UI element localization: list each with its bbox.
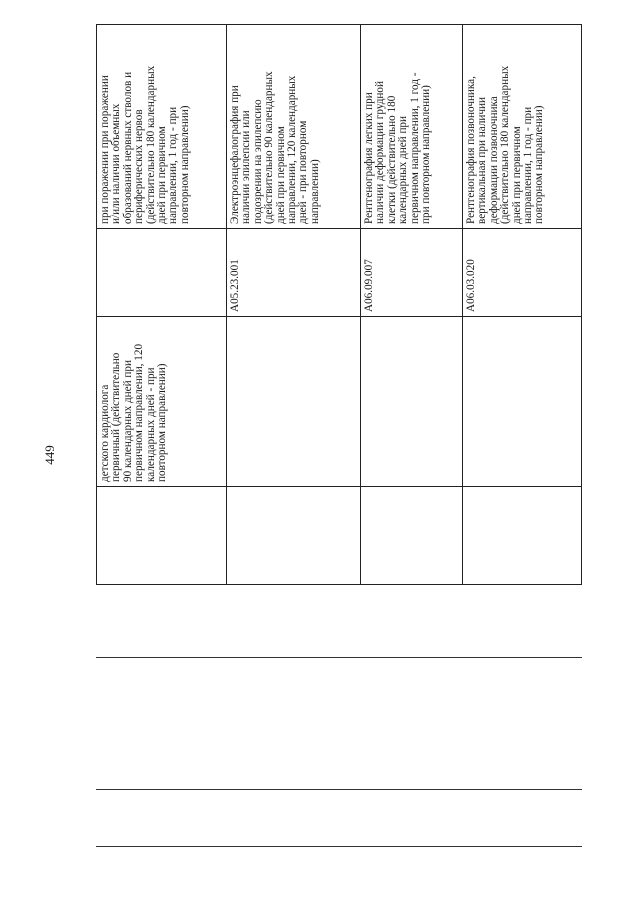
text-line: при поражении при поражении <box>99 75 111 224</box>
text-line: подозрении на эпилепсию <box>251 99 264 224</box>
cell-row2-col4 <box>227 25 360 228</box>
text-line: (действительно 90 календарных <box>263 71 276 224</box>
text-line: образований нервных стволов и <box>121 71 134 224</box>
text-line: первичном направлении, 120 <box>133 343 146 482</box>
horizontal-rule <box>96 846 582 847</box>
page-number <box>38 440 62 470</box>
cell-row4-col4 <box>463 25 581 228</box>
table-bottom-border <box>96 584 582 585</box>
text-line: дней при первичном <box>510 126 523 224</box>
text-line: направлении, 120 календарных <box>286 75 299 224</box>
text-line: дней - при повторном <box>297 120 310 224</box>
text-line: 90 календарных дней при <box>121 360 134 482</box>
cell-row3-col4 <box>361 25 462 228</box>
service-code: A05.23.001 <box>229 259 241 312</box>
text-line: календарных дней при <box>397 115 410 224</box>
text-line: клетки (действительно 180 <box>385 95 398 224</box>
table-right-border <box>581 24 582 585</box>
text-line: Электроэнцефалография при <box>229 85 241 224</box>
service-code: A06.03.020 <box>465 259 477 312</box>
text-line: Рентгенография позвоночника, <box>465 76 477 224</box>
text-line: повторном направлении) <box>156 363 169 482</box>
text-line: направлении, 1 год - при <box>167 106 180 224</box>
text-line: повторном направлении) <box>533 105 546 224</box>
text-line: наличии эпилепсии или <box>240 110 253 224</box>
text-line: наличии деформации грудной <box>374 81 387 224</box>
cell-row4-col3 <box>463 229 581 316</box>
text-line: календарных дней - при <box>144 367 157 482</box>
text-line: и/или наличии объемных <box>110 103 123 224</box>
cell-row1-col4 <box>97 25 226 228</box>
text-line: деформации позвоночника <box>487 96 500 224</box>
text-line: дней при первичном <box>274 126 287 224</box>
horizontal-rule <box>96 789 582 790</box>
text-line: (действительно 180 календарных <box>499 65 512 224</box>
horizontal-rule <box>96 657 582 658</box>
page-number-text: 449 <box>42 445 57 465</box>
text-line: детского кардиолога <box>99 384 111 482</box>
cell-row1-col2 <box>97 317 226 486</box>
text-line: при повторном направлении) <box>420 85 433 224</box>
text-line: первичный (действительно <box>110 352 123 482</box>
text-line: первичном направлении, 1 год - <box>408 72 421 224</box>
text-line: дней при первичном <box>156 126 169 224</box>
text-line: повторном направлении) <box>178 105 191 224</box>
text-line: направлении, 1 год - при <box>522 106 535 224</box>
column-separator <box>96 486 582 487</box>
cell-row2-col3 <box>227 229 360 316</box>
text-line: Рентгенография легких при <box>363 92 375 224</box>
text-line: направлении) <box>308 159 321 224</box>
text-line: вертикальная при наличии <box>476 96 489 224</box>
text-line: (действительно 180 календарных <box>144 65 157 224</box>
service-code: A06.09.007 <box>363 259 375 312</box>
cell-row3-col3 <box>361 229 462 316</box>
text-line: периферических нервов <box>133 109 146 224</box>
